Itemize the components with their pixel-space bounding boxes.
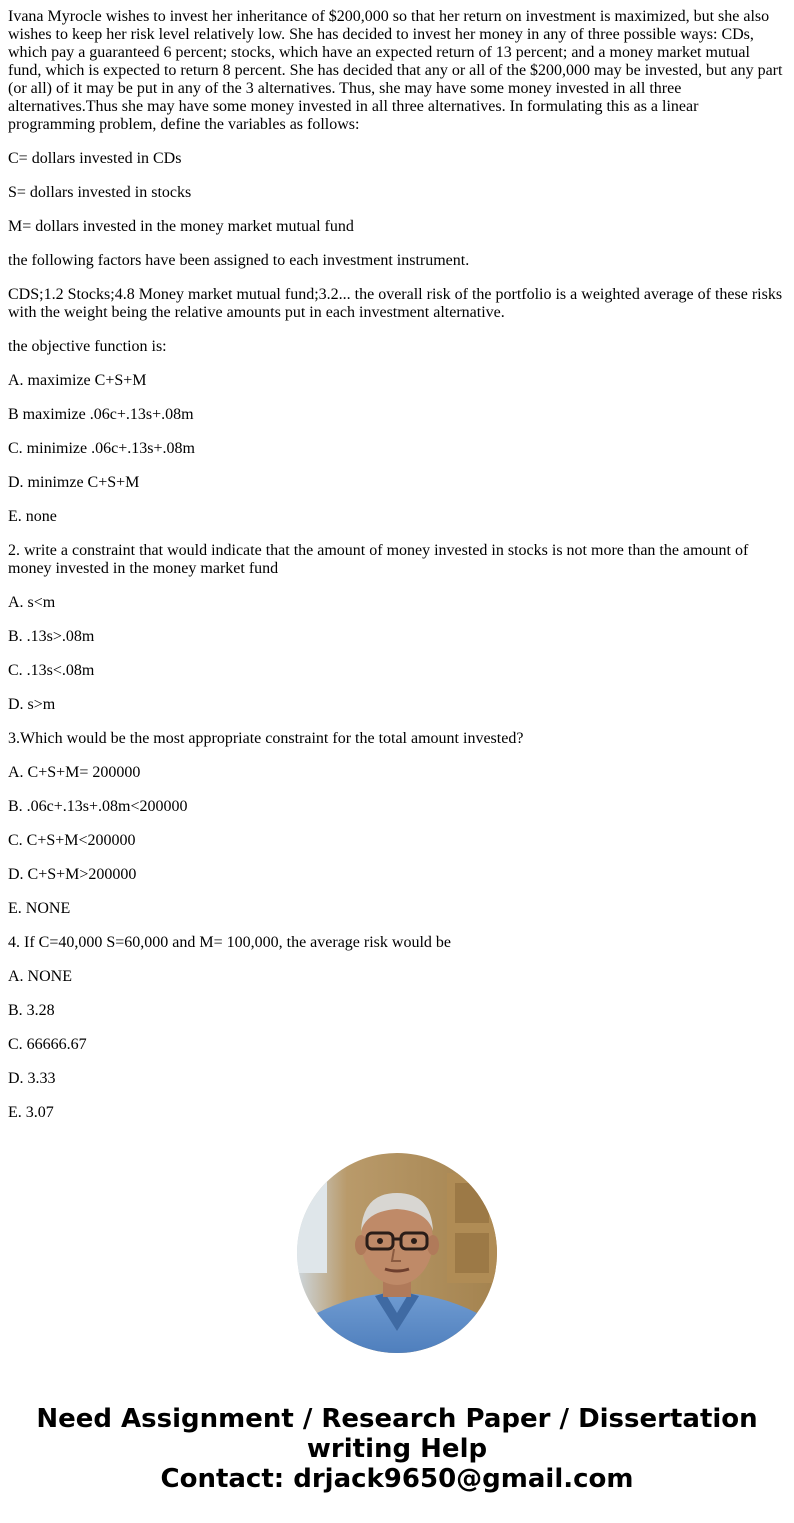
- question-2-prompt: 2. write a constraint that would indicate that the amount of money invested in stocks is not more than the amount of money invested in the money market fund: [8, 542, 749, 577]
- question-1-option-b: B maximize .06c+.13s+.08m: [8, 406, 194, 423]
- variable-c: C= dollars invested in CDs: [8, 150, 182, 167]
- question-3-option-b: B. .06c+.13s+.08m<200000: [8, 798, 188, 815]
- question-4-option-a: A. NONE: [8, 968, 72, 985]
- question-4-option-e: E. 3.07: [8, 1104, 54, 1121]
- question-4-option-c: C. 66666.67: [8, 1036, 87, 1053]
- avatar: [297, 1153, 497, 1353]
- risk-factors: CDS;1.2 Stocks;4.8 Money market mutual fund;3.2... the overall risk of the portfolio is a weighted average of these risks with the weight being the relative amounts put in each investment alternative.: [8, 286, 783, 321]
- question-3-option-a: A. C+S+M= 200000: [8, 764, 141, 781]
- question-4-option-b: B. 3.28: [8, 1002, 55, 1019]
- factors-intro: the following factors have been assigned to each investment instrument.: [8, 252, 470, 269]
- question-4-option-d: D. 3.33: [8, 1070, 56, 1087]
- problem-intro: Ivana Myrocle wishes to invest her inheritance of $200,000 so that her return on investment is maximized, but she also wishes to keep her risk level relatively low. She has decided to invest her money in any of three possible ways: CDs, which pay a guaranteed 6 percent; stocks, which have an expected return of 13 percent; and a money market mutual fund, which is expected to return 8 percent. She has decided that any or all of the $200,000 may be invested, but any part (or all) of it may be put in any of the 3 alternatives. Thus, she may have some money invested in all three alternatives.Thus she may have some money invested in all three alternatives. In formulating this as a linear programming problem, define the variables as follows:: [8, 8, 783, 133]
- document-body: [8, 8, 786, 1138]
- tutor-portrait-icon: [297, 1153, 497, 1353]
- help-banner: [0, 1404, 794, 1494]
- variable-m: M= dollars invested in the money market mutual fund: [8, 218, 354, 235]
- question-2-option-a: A. s<m: [8, 594, 56, 611]
- question-1-option-e: E. none: [8, 508, 57, 525]
- variable-s: S= dollars invested in stocks: [8, 184, 192, 201]
- help-banner-line-2: writing Help: [306, 1434, 488, 1464]
- question-4-prompt: 4. If C=40,000 S=60,000 and M= 100,000, the average risk would be: [8, 934, 452, 951]
- question-3-option-e: E. NONE: [8, 900, 71, 917]
- contact-email: Contact: drjack9650@gmail.com: [160, 1464, 634, 1494]
- question-2-option-b: B. .13s>.08m: [8, 628, 95, 645]
- question-3-option-c: C. C+S+M<200000: [8, 832, 136, 849]
- help-banner-line-1: Need Assignment / Research Paper / Dissertation: [36, 1404, 758, 1434]
- question-2-option-d: D. s>m: [8, 696, 56, 713]
- question-1-option-c: C. minimize .06c+.13s+.08m: [8, 440, 195, 457]
- question-3-prompt: 3.Which would be the most appropriate constraint for the total amount invested?: [8, 730, 524, 747]
- question-1-option-d: D. minimze C+S+M: [8, 474, 140, 491]
- question-3-option-d: D. C+S+M>200000: [8, 866, 137, 883]
- question-2-option-c: C. .13s<.08m: [8, 662, 95, 679]
- question-1-option-a: A. maximize C+S+M: [8, 372, 147, 389]
- question-1-prompt: the objective function is:: [8, 338, 167, 355]
